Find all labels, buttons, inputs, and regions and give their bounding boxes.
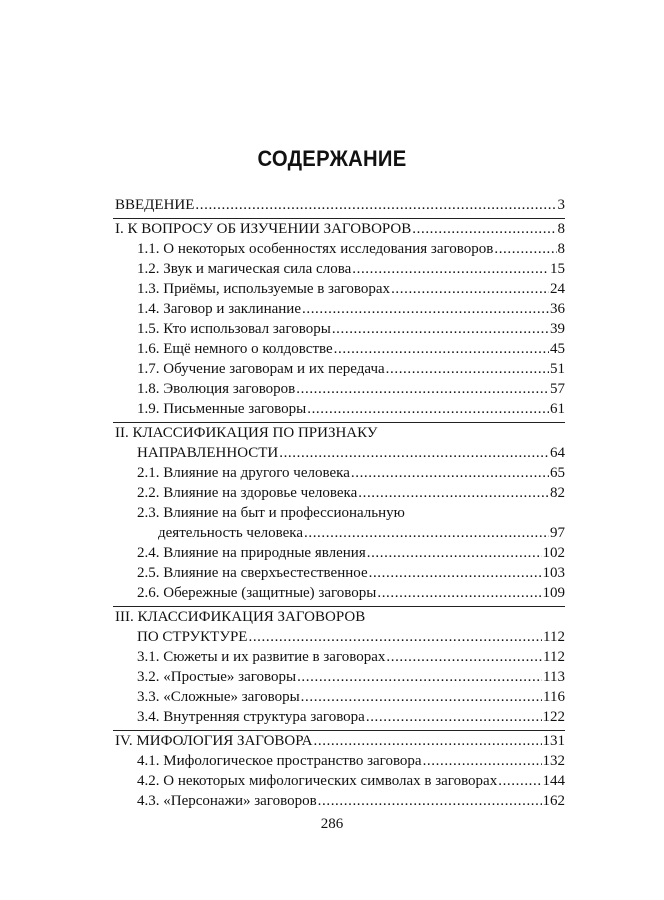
entry-page-number: 102 [542, 545, 565, 561]
entry-page-number: 15 [550, 261, 565, 277]
entry-title: 2.5. Влияние на сверхъестественное [137, 565, 368, 581]
dot-leader [369, 563, 542, 583]
dot-leader [314, 731, 542, 751]
dot-leader [386, 359, 549, 379]
entry-title: 2.4. Влияние на природные явления [137, 545, 366, 561]
entry-title: 1.6. Ещё немного о колдовстве [137, 341, 333, 357]
toc-section [113, 730, 565, 811]
dot-leader [318, 791, 542, 811]
toc-subsection-entry[interactable] [113, 583, 565, 603]
entry-title: 2.1. Влияние на другого человека [137, 465, 350, 481]
dot-leader [351, 463, 549, 483]
entry-title: II. КЛАССИФИКАЦИЯ ПО ПРИЗНАКУ [115, 425, 378, 441]
toc-section [113, 606, 565, 727]
dot-leader [297, 667, 542, 687]
toc-subsection-entry[interactable] [113, 503, 565, 523]
toc-subsection-entry[interactable] [113, 463, 565, 483]
entry-page-number: 162 [542, 793, 565, 809]
dot-leader [296, 379, 549, 399]
entry-title: 4.1. Мифологическое пространство заговора [137, 753, 422, 769]
toc-chapter-entry[interactable] [113, 443, 565, 463]
entry-title: 3.2. «Простые» заговоры [137, 669, 297, 685]
toc-section [113, 218, 565, 419]
entry-page-number: 39 [550, 321, 565, 337]
toc-subsection-entry[interactable] [113, 707, 565, 727]
entry-page-number: 131 [542, 733, 565, 749]
entry-title: ПО СТРУКТУРЕ [137, 629, 248, 645]
dot-leader [423, 751, 542, 771]
entry-title: 3.4. Внутренняя структура заговора [137, 709, 365, 725]
entry-title: 1.4. Заговор и заклинание [137, 301, 301, 317]
entry-title: 3.3. «Сложные» заговоры [137, 689, 300, 705]
toc-chapter-entry[interactable] [113, 219, 565, 239]
entry-title: 1.8. Эволюция заговоров [137, 381, 296, 397]
dot-leader [301, 687, 542, 707]
toc-chapter-entry[interactable] [113, 607, 565, 627]
dot-leader [358, 483, 549, 503]
dot-leader [195, 195, 556, 215]
toc-subsection-entry[interactable] [113, 543, 565, 563]
dot-leader [367, 543, 542, 563]
entry-page-number: 132 [542, 753, 565, 769]
toc-subsection-entry[interactable] [113, 399, 565, 419]
toc-subsection-entry[interactable] [113, 667, 565, 687]
entry-page-number: 8 [557, 241, 565, 257]
toc-subsection-entry[interactable] [113, 483, 565, 503]
entry-title: деятельность человека [158, 525, 303, 541]
entry-page-number: 8 [557, 221, 565, 237]
toc-subsection-entry[interactable] [113, 379, 565, 399]
entry-title: 1.9. Письменные заговоры [137, 401, 307, 417]
toc-chapter-entry[interactable] [113, 195, 565, 215]
entry-page-number: 116 [543, 689, 565, 705]
entry-page-number: 112 [543, 649, 565, 665]
toc-subsection-entry[interactable] [113, 563, 565, 583]
entry-page-number: 61 [550, 401, 565, 417]
toc-subsection-entry[interactable] [113, 687, 565, 707]
entry-page-number: 113 [543, 669, 565, 685]
toc-subsection-entry[interactable] [113, 751, 565, 771]
dot-leader [332, 319, 549, 339]
toc-subsection-entry[interactable] [113, 771, 565, 791]
entry-page-number: 112 [543, 629, 565, 645]
entry-page-number: 3 [557, 197, 565, 213]
entry-title: 2.3. Влияние на быт и профессиональную [137, 505, 405, 521]
entry-page-number: 51 [550, 361, 565, 377]
entry-page-number: 122 [542, 709, 565, 725]
entry-page-number: 65 [550, 465, 565, 481]
toc-subsection-entry[interactable] [113, 339, 565, 359]
entry-page-number: 45 [550, 341, 565, 357]
entry-title: 1.2. Звук и магическая сила слова [137, 261, 352, 277]
toc-chapter-entry[interactable] [113, 627, 565, 647]
toc-section [113, 195, 565, 215]
dot-leader [248, 627, 542, 647]
toc-subsection-entry[interactable] [113, 791, 565, 811]
toc-subsection-entry[interactable] [113, 319, 565, 339]
toc-subsection-entry[interactable] [113, 239, 565, 259]
toc-subsection-entry[interactable] [113, 299, 565, 319]
entry-title: III. КЛАССИФИКАЦИЯ ЗАГОВОРОВ [115, 609, 366, 625]
entry-title: 1.3. Приёмы, используемые в заговорах [137, 281, 391, 297]
entry-title: 2.6. Обережные (защитные) заговоры [137, 585, 377, 601]
toc-subsection-entry[interactable] [113, 647, 565, 667]
entry-title: 1.1. О некоторых особенностях исследования заговоров [137, 241, 494, 257]
dot-leader [304, 523, 549, 543]
toc-subsection-entry[interactable] [113, 259, 565, 279]
page-title: СОДЕРЖАНИЕ [257, 146, 407, 171]
entry-title: 1.5. Кто использовал заговоры [137, 321, 331, 337]
entry-title: 1.7. Обучение заговорам и их передача [137, 361, 385, 377]
entry-title: I. К ВОПРОСУ ОБ ИЗУЧЕНИИ ЗАГОВОРОВ [115, 221, 412, 237]
entry-page-number: 144 [542, 773, 565, 789]
entry-title: ВВЕДЕНИЕ [115, 197, 195, 213]
toc-chapter-entry[interactable] [113, 731, 565, 751]
entry-page-number: 103 [542, 565, 565, 581]
dot-leader [494, 239, 556, 259]
toc-subsection-entry[interactable] [113, 359, 565, 379]
dot-leader [302, 299, 549, 319]
dot-leader [366, 707, 542, 727]
entry-title: 4.2. О некоторых мифологических символах в заговорах [137, 773, 498, 789]
dot-leader [498, 771, 541, 791]
dot-leader [377, 583, 541, 603]
entry-page-number: 36 [550, 301, 565, 317]
dot-leader [307, 399, 549, 419]
entry-page-number: 109 [542, 585, 565, 601]
entry-title: 4.3. «Персонажи» заговоров [137, 793, 317, 809]
toc-section [113, 422, 565, 603]
entry-title: IV. МИФОЛОГИЯ ЗАГОВОРА [115, 733, 313, 749]
entry-title: НАПРАВЛЕННОСТИ [137, 445, 279, 461]
toc-subsection-entry[interactable] [113, 279, 565, 299]
dot-leader [412, 219, 556, 239]
dot-leader [334, 339, 549, 359]
toc-subsection-entry[interactable] [113, 523, 565, 543]
entry-title: 3.1. Сюжеты и их развитие в заговорах [137, 649, 386, 665]
toc-chapter-entry[interactable] [113, 423, 565, 443]
dot-leader [352, 259, 549, 279]
page-number: 286 [320, 816, 344, 832]
dot-leader [279, 443, 549, 463]
entry-page-number: 97 [550, 525, 565, 541]
dot-leader [391, 279, 549, 299]
entry-title: 2.2. Влияние на здоровье человека [137, 485, 358, 501]
entry-page-number: 24 [550, 281, 565, 297]
dot-leader [386, 647, 542, 667]
entry-page-number: 82 [550, 485, 565, 501]
table-of-contents [113, 195, 565, 811]
entry-page-number: 57 [550, 381, 565, 397]
entry-page-number: 64 [550, 445, 565, 461]
